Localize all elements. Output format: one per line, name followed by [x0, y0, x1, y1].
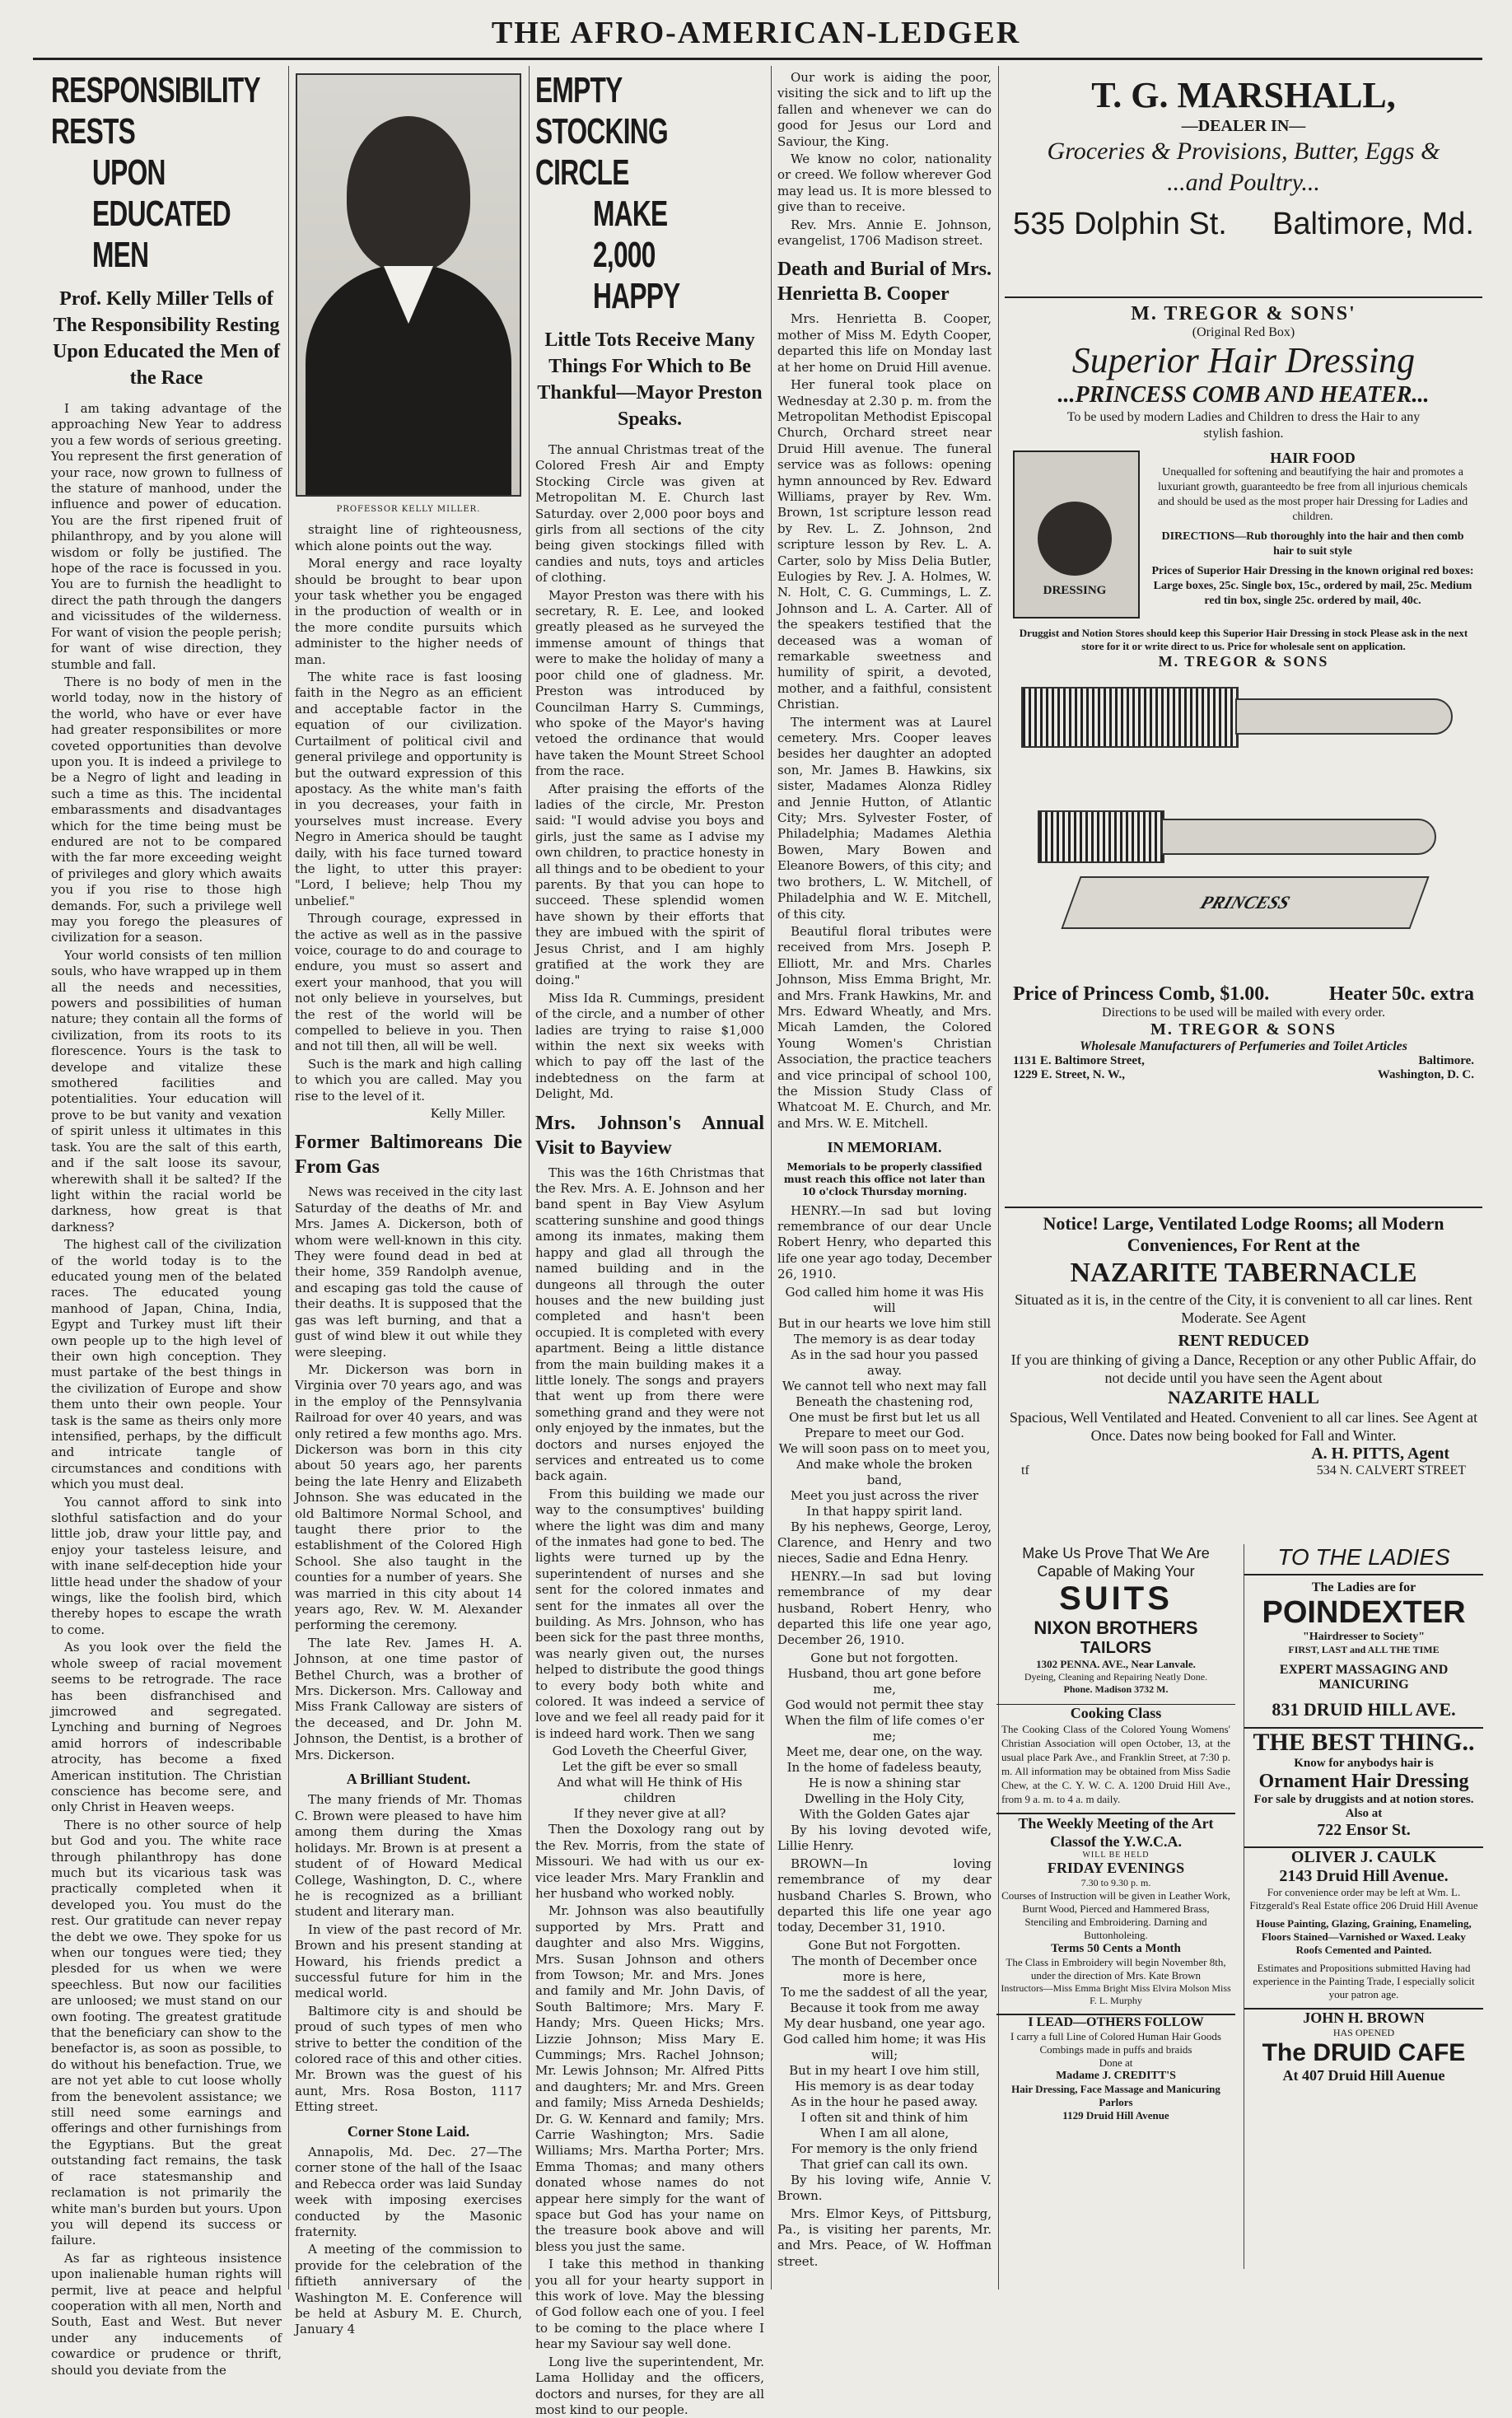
- article-paragraph: The highest call of the civilization of the world today is to the educated young men of the belated races. The educated young manhood of Japan, China, India, Egypt and Turkey must lift their own people up to the high level of their own high conception. They must partake of the best things in the civilization of Europe and show them unto their own people. Your task is the same as theirs only more intensified, perhaps, by the difficult and intricate tangle of circumstances and conditions with which you must deal.: [51, 1237, 282, 1492]
- masthead: THE AFRO-AMERICAN-LEDGER: [491, 16, 1021, 50]
- article-paragraph: The white race is fast loosing faith in the Negro as an efficient and acceptable factor in the equation of our civilization. Curtailment of political civil and general privilege and opportunity is but the outward expression of this apostacy. As the white man's faith in you decreases, your faith in yourselves must increase. Every Negro in America should be taught daily, with his face turned toward the light, to utter this prayer: "Lord, I believe; help Thou my unbelief.": [295, 670, 522, 908]
- comb-illustration: PRINCESS: [1005, 670, 1482, 983]
- column-4: [777, 70, 992, 2294]
- article-paragraph: The late Rev. James H. A. Johnson, at one time pastor of Bethel Church, was a brother of Mrs. Dickerson. Mrs. Calloway and Miss Frank Calloway are sisters of the deceased, and Dr. John M. Johnson, the Dentist, is a brother of Mrs. Dickerson.: [295, 1635, 522, 1762]
- article-paragraph: Mr. Dickerson was born in Virginia over 70 years ago, and was in the employ of the Pennsylvania Railroad for over 40 years, and was only retired a few months ago. Mrs. Dickerson was born in this city about 50 years ago, her parents being the late Henry and Elizabeth Johnson. She was educated in the old Baltimore Normal School, and taught there prior to the establishment of the Colored High School. She also taught in the counties for a number of years. She was married in this city about 14 years ago, Rev. W. M. Alexander performing the ceremony.: [295, 1361, 522, 1633]
- article-paragraph: Her funeral took place on Wednesday at 2.30 p. m. from the Metropolitan Methodist Episcopal Church, Orchard street near Druid Hill avenue. The funeral service was as follows: opening hymn announced by Rev. Edward Williams, prayer by Rev. Wm. Brown, 1st scripture lesson read by Rev. L. Z. Johnson, 2nd scripture lesson by Rev. L. A. Carter, solo by Miss Delia Butler, Eulogies by Rev. J. A. Holmes, W. N. Holt, C. G. Cummings, L. Z. Johnson and L. A. Carter. All of the speakers testified that the deceased was a woman of remarkable sweetness and humility of spirit, a devoted, mother, and a faithful, consistent Christian.: [777, 377, 992, 712]
- article-paragraph: Long live the superintendent, Mr. Lama Holliday and the officers, doctors and nurses, for they are all most kind to our people.: [535, 2354, 764, 2417]
- memorial-text: BROWN—In loving remembrance of my dear husband Charles S. Brown, who departed this life one year ago today, December 31, 1910.: [777, 1856, 992, 1935]
- article-paragraph: A meeting of the commission to provide for the celebration of the fiftieth anniversary of the Washington M. E. Conference will be held at Asbury M. E. Church, January 4: [295, 2242, 522, 2337]
- subhead-little-tots: Little Tots Receive Many Things For Which to Be Thankful—Mayor Preston Speaks.: [537, 329, 763, 430]
- article-paragraph: I take this method in thanking you all for your hearty support in this work of love. May the blessing of God follow each one of you. I feel to be coming to the place where I hear my Saviour say well done.: [535, 2257, 764, 2352]
- headline-responsibility-1: RESPONSIBILITY RESTS: [51, 70, 260, 152]
- article-paragraph: Our work is aiding the poor, visiting the sick and to lift up the fallen and whenever we can do good for Jesus our Lord and Saviour, the King.: [777, 70, 992, 149]
- headline-empty-stocking-2: MAKE 2,000 HAPPY: [593, 194, 680, 316]
- column-rule: [288, 66, 289, 2290]
- column-rule: [529, 66, 530, 2290]
- memorial-text: HENRY.—In sad but loving remembrance of our dear Uncle Robert Henry, who departed this life one year ago today, December 26, 1910.: [777, 1202, 992, 1282]
- signature: Kelly Miller.: [430, 1106, 506, 1122]
- portrait-photo: [296, 73, 521, 497]
- headline-cooper: Death and Burial of Mrs. Henrietta B. Cooper: [777, 259, 992, 306]
- article-paragraph: Mrs. Henrietta B. Cooper, mother of Miss M. Edyth Cooper, departed this life on Monday last at her home on Druid Hill avenue.: [777, 311, 992, 375]
- article-paragraph: Baltimore city is and should be proud of such types of men who strive to better the condition of the colored race of this and other cities. Mr. Brown was the guest of his aunt, Mrs. Rosa Boston, 1117 Etting street.: [295, 2003, 523, 2115]
- memoriam-notice: Memorials to be properly classified must reach this office not later than 10 o'clock Thursday morning.: [783, 1160, 986, 1197]
- article-paragraph: Mayor Preston was there with his secretary, R. E. Lee, and looked greatly pleased as he surveyed the immense amount of things that were to make the holiday of many a poor child one of gladness. Mr. Preston was introduced by Councilman Harry S. Cummings, who spoke of the Mayor's having vetoed the ordinance that would have taken the Mount Street School from the race.: [535, 587, 764, 779]
- ad-tregor: M. TREGOR & SONS' (Original Red Box) Superior Hair Dressing ...PRINCESS COMB AND HEATER... To be used by modern Ladies and Children to dress the Hair to any stylish fashion. DRESSING HAIR FOOD Unequalled for softening and beautifying the hair and promotes a luxuriant growth, guaranteedto be free from all injurious chemicals and should be used as the most proper hair Dressing for Ladies and children. DIRECTIONS—Rub thoroughly into the hair and then comb hair to suit style Prices of Superior Hair Dressing in the known original red boxes: Large boxes, 25c. Single box, 15c., ordered by mail, 25c. Medium red tin box, single 25c. ordered by mail, 40c. Druggist and Notion Stores should keep this Superior Hair Dressing in stock Please ask in the next store for it or write direct to us. Price for wholesale sent on application. M. TREGOR & SONS PRINCESS Price of Princess Comb, $1.00. Heater 50c. extra Directions to be used will be mailed with every order. M. TREGOR & SONS Wholesale Manufacturers of Perfumeries and Toilet Articles 1131 E. Baltimore Street, Baltimore. 1229 E. Street, N. W., Washington, D. C.: [1005, 296, 1482, 1200]
- headline-responsibility-2: UPON EDUCATED MEN: [92, 152, 231, 275]
- article-paragraph: As you look over the field the whole sweep of racial movement seems to be retrograde. The race has been disfranchised and jimcrowed and segregated. Lynching and burning of Negroes amid horrors of indescribable atrocity, has become a fixed American institution. The Christian conscience has become sere, and only Christ in Heaven weeps.: [51, 1640, 282, 1815]
- subhead-kelly-miller: Prof. Kelly Miller Tells of The Responsibility Resting Upon Educated the Men of the Race: [52, 288, 280, 389]
- headline-corner-stone: Corner Stone Laid.: [347, 2122, 470, 2140]
- column-1: [51, 70, 282, 2378]
- article-paragraph: Annapolis, Md. Dec. 27—The corner stone of the hall of the Isaac and Rebecca order was laid Sunday week with imposing exercises conducted by the Masonic fraternity.: [295, 2145, 522, 2240]
- poem: God called him home it was His will But in our hearts we love him still The memory is as dear today As in the sad hour you passed away. We cannot tell who next may fall Beneath the chastening rod, One must be first but let us all Prepare to meet our God. We will soon pass on to meet you, And make whole the broken band, Meet you just across the river In that happy spirit land.: [777, 1284, 992, 1519]
- ad-nazarite: Notice! Large, Ventilated Lodge Rooms; all Modern Conveniences, For Rent at the NAZARITE TABERNACLE Situated as it is, in the centre of the City, it is convenient to all car lines. Rent Moderate. See Agent RENT REDUCED If you are thinking of giving a Dance, Reception or any other Public Affair, do not decide until you have seen the Agent about NAZARITE HALL Spacious, Well Ventilated and Heated. Convenient to all car lines. See Agent at Once. Dates now being booked for Fall and Winter. A. H. PITTS, Agent tf 534 N. CALVERT STREET: [1005, 1207, 1482, 1538]
- article-paragraph: Such is the mark and high calling to which you are called. May you rise to the level of it.: [295, 1056, 522, 1104]
- article-paragraph: Then the Doxology rang out by the Rev. Morris, from the state of Missouri. We had with us our ex-vice leader Mrs. Mary Franklin and her husband who worked nobly.: [535, 1822, 764, 1901]
- article-paragraph: Moral energy and race loyalty should be brought to bear upon your task whether you be engaged in the production of wealth or in the more condite pursuits which administer to the higher needs of man.: [295, 556, 522, 667]
- poem: Gone But not Forgotten. The month of December once more is here, To me the saddest of all the year, Because it took from me away My dear husband, one year ago. God called him home; it was His will; But in my heart I ove him still, His memory is as dear today As in the hour he pased away. I often sit and think of him When I am all alone, For memory is the only friend That grief can call its own.: [781, 1937, 988, 2172]
- article-paragraph: The interment was at Laurel cemetery. Mrs. Cooper leaves besides her daughter an adopted son, Mr. James B. Hawkins, six sister, Madames Alonza Ridley and Jennie Hutton, of Atlantic City; Mrs. Sylvester Foster, of Philadelphia; Madames Alethia Bowen, Mary Bowen and Eleanore Bowers, of this city; and two brothers, L. W. Mitchell, of Philadelphia and W. E. Mitchell, of this city.: [777, 714, 992, 922]
- memorial-signature: By his loving wife, Annie V. Brown.: [777, 2172, 992, 2204]
- article-paragraph: News was received in the city last Saturday of the deaths of Mr. and Mrs. James A. Dickerson, both of whom were well-known in this city. They were found dead in bed at their home, 359 Randolph avenue, and escaping gas told the cause of their deaths. It is supposed that the gas was left burning, and that a gust of wind blew it out while they were sleeping.: [295, 1184, 522, 1360]
- headline-former-baltimoreans: Former Baltimoreans Die From Gas: [295, 1132, 522, 1179]
- headline-in-memoriam: IN MEMORIAM.: [827, 1139, 942, 1156]
- photo-caption: PROFESSOR KELLY MILLER.: [336, 505, 481, 514]
- article-paragraph: Your world consists of ten million souls, who have wrapped up in them all the needs and necessities, powers and possibilities of human nature; they contain all the forms of civilization, from its roots to its florescence. Yours is the task to develope and vitalize these smothered facilities and potentialities. Your education will prove to be but vanity and vexation of spirit unless it ultimates in this task. You are the salt of this earth, and if the salt loose its savour, wherewith shall it be salted? If the light within the racial world be darkness, how great is that darkness?: [51, 947, 282, 1235]
- article-paragraph: The many friends of Mr. Thomas C. Brown were pleased to have him among them during the Xmas holidays. Mr. Brown is at present a student of of Howard Medical College, Washington, D. C., where he is recognized as a brilliant student and literary man.: [295, 1792, 522, 1920]
- ad-column-right: TO THE LADIES The Ladies are for POINDEXTER "Hairdresser to Society" FIRST, LAST and ALL THE TIME EXPERT MASSAGING AND MANICURING 831 DRUID HILL AVE. THE BEST THING.. Know for anybodys hair is Ornament Hair Dressing For sale by druggists and at notion stores. Also at 722 Ensor St. OLIVER J. CAULK 2143 Druid Hill Avenue. For convenience order may be left at Wm. L. Fitzgerald's Real Estate office 206 Druid Hill Avenue House Painting, Glazing, Graining, Enameling, Floors Stained—Varnished or Waxed. Leaky Roofs Cemented and Painted. Estimates and Propositions submitted Having had experience in the Painting Trade, I especially solicit your patron age. JOHN H. BROWN HAS OPENED The DRUID CAFE At 407 Druid Hill Auenue: [1244, 1544, 1483, 2269]
- ad-marshall: T. G. MARSHALL, —DEALER IN— Groceries & Provisions, Butter, Eggs & ...and Poultry... 535 Dolphin St. Baltimore, Md.: [1013, 75, 1474, 241]
- headline-empty-stocking-1: EMPTY STOCKING CIRCLE: [535, 70, 668, 193]
- headline-bayview: Mrs. Johnson's Annual Visit to Bayview: [535, 1112, 764, 1159]
- article-paragraph: Mrs. Elmor Keys, of Pittsburg, Pa., is visiting her parents, Mr. and Mrs. Peace, of W. Hoffman street.: [777, 2206, 992, 2269]
- article-paragraph: Miss Ida R. Cummings, president of the circle, and a number of other ladies are trying to raise $1,000 within the next six weeks with which to pay off the last of the indebtedness on the farm at Delight, Md.: [535, 990, 764, 1102]
- article-paragraph: Beautiful floral tributes were received from Mrs. Joseph P. Elliott, Mr. and Mrs. Charles Johnson, Miss Emma Bright, Mr. and Mrs. Frank Hawkins, Mr. and Mrs. Edward Wheatly, and Mrs. Micah Lamden, the Colored Young Women's Christian Association, the practice teachers and vice principal of school 100, the Mission Study Class of Whatcoat M. E. Church, and Mr. and Mrs. W. E. Mitchell.: [777, 923, 992, 1131]
- article-paragraph: There is no other source of help but God and you. The white race through philanthropy has done much but its vicarious task was practically completed when it developed you. You must do the rest. Our gratitude can never repay the debt we owe. They spoke for us when our tongues were tied; they plesded for us when we were speechless. But now our facilities are unloosed; we must stand on our own footing. The greatest gratitude that the beneficiary can show to the benefactor is, as soon as possible, to do without his benefaction. True, we are not yet able to cut loose wholly from the benevolent assistance; we still need some earnings and offerings and other furnishings from the Egyptians. But the great outstanding fact remains, the task of race statesmanship and reclamation is not primarily the white man's burden but yours. Upon you will depend its success or failure.: [51, 1817, 282, 2248]
- memorial-signature: By his loving devoted wife, Lillie Henry.: [777, 1822, 992, 1854]
- comb-icon: [1021, 687, 1239, 748]
- article-paragraph: I am taking advantage of the approaching New Year to address you a few words of serious greeting. You represent the first generation of your race, now grown to fullness of the stature of manhood, under the influence and power of education. You are the first ripened fruit of philanthropy, and by you alone will wisdom or folly be justified. The hope of the race is focussed in you. You are to furnish the headlight to direct the path through the dangers and vicissitudes of the wilderness. For want of vision the people perish; for want of wise direction, they stumble and fall.: [51, 401, 282, 672]
- article-paragraph: The annual Christmas treat of the Colored Fresh Air and Empty Stocking Circle was given at Metropolitan M. E. Church last Saturday. over 2,000 poor boys and girls from all sections of the city being given stockings filled with candies and nuts, toys and articles of clothing.: [535, 442, 764, 586]
- masthead-rule: [33, 58, 1482, 60]
- article-paragraph: We know no color, nationality or creed. We follow wherever God may lead us. It is more blessed to give than to receive.: [777, 152, 992, 215]
- column-2: [295, 70, 523, 2337]
- column-rule: [771, 66, 772, 2290]
- article-paragraph: You cannot afford to sink into slothful satisfaction and do your little job, draw your little pay, and enjoy your tasteless leisure, and with inane self-deception hide your little head under the shadow of your wings, like the foolish bird, which thereby hopes to escape the wrath to come.: [51, 1494, 282, 1637]
- hair-dressing-tin: DRESSING: [1013, 450, 1140, 619]
- poem: God Loveth the Cheerful Giver, Let the gift be ever so small And what will He think of His children If they never give at all?: [552, 1743, 748, 1822]
- headline-brilliant-student: A Brilliant Student.: [346, 1771, 471, 1788]
- ad-column-left: Make Us Prove That We Are Capable of Making Your SUITS NIXON BROTHERS TAILORS 1302 PENNA. AVE., Near Lanvale. Dyeing, Cleaning and Repairing Neatly Done. Phone. Madison 3732 M. Cooking Class The Cooking Class of the Colored Young Womens' Christian Association will open October, 13, at the usual place Park Ave., and Franklin Street, at 7:30 p. m. All information may be obtained from Miss Sadie Chew, at the C. Y. W. C. A. 1200 Druid Hill Ave., from 9 a. m. to 4 a. m daily. The Weekly Meeting of the Art Classof the Y.W.C.A. WILL BE HELD FRIDAY EVENINGS 7.30 to 9.30 p. m. Courses of Instruction will be given in Leather Work, Burnt Wood, Pierced and Hammered Brass, Stenciling and Embroidering. Darning and Buttonholeing. Terms 50 Cents a Month The Class in Embroidery will begin November 8th, under the direction of Mrs. Kate Brown Instructors—Miss Emma Bright Miss Elvira Molson Miss F. L. Murphy I LEAD—OTHERS FOLLOW I carry a full Line of Colored Human Hair Goods Combings made in puffs and braids Done at Madame J. CREDITT'S Hair Dressing, Face Massage and Manicuring Parlors 1129 Druid Hill Avenue: [996, 1544, 1235, 2269]
- memorial-text: HENRY.—In sad but loving remembrance of my dear husband, Robert Henry, who departed this life one year ago, December 26, 1910.: [777, 1568, 992, 1648]
- article-paragraph: As far as righteous insistence upon inalienable human rights will permit, live at peace and helpful cooperation with all men, North and South, East and West. But never under any inducements of cowardice or prudence or thrift, should you deviate from the: [51, 2250, 282, 2378]
- article-paragraph: Mr. Johnson was also beautifully supported by Mrs. Pratt and daughter and also Mrs. Wiggins, Mrs. Susan Johnson and others from Towson; Mr. and Mrs. Jones and family and Mr. John Davis, of South Baltimore; Mrs. Mary F. Handy; Mrs. Queen Hicks; Mrs. Lizzie Johnson; Miss Mary E. Cummings; Mrs. Rachel Johnson; Mr. Lewis Johnson; Mr. Alfred Pitts and daughters; Mr. and Mrs. Green and family; Miss Arneda Deshields; Dr. G. W. Kennard and family; Mrs. Carrie Washington; Mrs. Sadie Williams; Mrs. Martha Porter; Mrs. Emma Thomas; and many others donated whose names do not appear here simply for the want of space but God has your name on the treasure book above and will bless you just the same.: [535, 1903, 764, 2254]
- article-paragraph: From this building we made our way to the consumptives' building where the light was dim and many of the inmates had gone to bed. The lights were turned up by the superintendent of nurses and she sent for the colored inmates and sent for the inmates all over the building. As Mrs. Johnson, who has been sick for the past three months, was nearly given out, the nurses helped to distribute the good things to every body both white and colored. It was indeed a service of love and we feel all ready paid for it is indeed hard work. Then we sang: [535, 1486, 764, 1741]
- memorial-signature: By his nephews, George, Leroy, Clarence, and Henry and two nieces, Sadie and Edna Henry.: [777, 1519, 992, 1566]
- article-paragraph: Through courage, expressed in the active as well as in the passive voice, courage to do and courage to endure, you must so assert and exert your manhood, that you will not only believe in yourselves, but the rest of the world will be compelled to believe in you. Then and not till then, all will be well.: [295, 911, 522, 1054]
- article-paragraph: In view of the past record of Mr. Brown and his present standing at Howard, his friends predict a successful future for him in the medical world.: [295, 1921, 522, 2001]
- poem: Gone but not forgotten. Husband, thou art gone before me, God would not permit thee stay When the film of life comes o'er me; Meet me, dear one, on the way. In the home of fadeless beauty, He is now a shining star Dwelling in the Holy City, With the Golden Gates ajar: [785, 1650, 984, 1822]
- heater-comb-icon: [1038, 810, 1164, 863]
- article-paragraph: After praising the efforts of the ladies of the circle, Mr. Preston said: "I would advise you boys and girls, just the same as I advise my own children, to practice honesty in all things and to be obedient to your parents. By that you can hope to succeed. These splendid women have shown by their efforts that they are imbued with the spirit of Jesus Christ, and I am highly gratified at the work they are doing.": [535, 781, 764, 988]
- article-paragraph: There is no body of men in the world today, now in the history of the world, who have or ever have had greater responsibilites or more coveted opportunities than devolve upon you. It is indeed a privilege to be a Negro of light and leading in such a time as this. The incidental embarassments and disadvantages which for the time being must be endured are not to be compared with the far more exceeding weight of privileges and glory which awaits you if you rise to those high demands. For, such a privilege well may you forego the pleasures of civilization for a season.: [51, 674, 282, 945]
- column-3: [535, 70, 764, 2417]
- article-paragraph: Rev. Mrs. Annie E. Johnson, evangelist, 1706 Madison street.: [777, 217, 992, 249]
- article-paragraph: This was the 16th Christmas that the Rev. Mrs. A. E. Johnson and her band spent in Bay View Asylum scattering sunshine and good things among its inmates, making them happy and glad all through the named building and in the dungeons all through the outer houses and the new building just completed and hasn't been occupied. It is completed with every apartment. Being a little distance from the main building makes it a little lonely. The songs and prayers that went up from there were something grand and they were not only enjoyed by the inmates, but the doctors and nurses enjoyed the services and entreated us to come back again.: [535, 1165, 764, 1484]
- article-paragraph: straight line of righteousness, which alone points out the way.: [295, 522, 522, 553]
